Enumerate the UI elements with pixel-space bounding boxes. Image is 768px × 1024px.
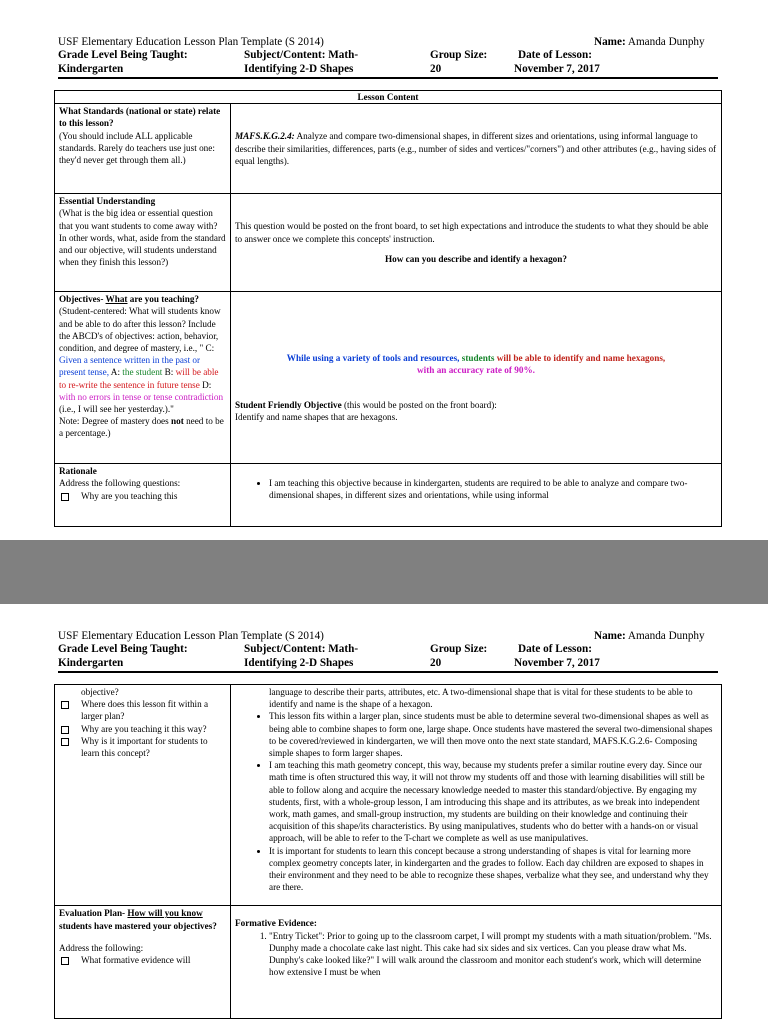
checkbox-icon	[61, 726, 69, 734]
subject-label-2: Subject/Content: Math-	[244, 643, 359, 655]
rationale-q1: Why are you teaching this	[59, 490, 226, 502]
friendly-objective-text: Identify and name shapes that are hexagons.	[235, 411, 398, 422]
subject-label: Subject/Content: Math-	[244, 49, 359, 61]
rationale-q1-cont: objective?	[81, 687, 119, 697]
essential-cell	[55, 194, 231, 292]
evaluation-title: Evaluation Plan- How will you know students have mastered your objectives?	[59, 908, 217, 931]
rationale-bullet-2: • This lesson fits within a larger plan, since students must be able to determine several two-dimensional shapes as well as being able to combine shapes to form one, large shape. Once students have mastered the several two-dimensional shapes to be covered/reviewed in kindergarten, we will then move onto the next state standard, MAFS.K.G.2.6- Composing simple shapes to form larger shapes.	[269, 710, 717, 759]
date-value-2: November 7, 2017	[514, 657, 600, 669]
checkbox-icon	[61, 738, 69, 746]
rationale-bullet-1-cont: language to describe their parts, attributes, etc. A two-dimensional shape that is vital for these students to be able to identify and name is the shape of a hexagon.	[269, 687, 693, 710]
checkbox-icon	[61, 493, 69, 501]
group-size-value: 20	[430, 63, 442, 75]
rationale-bullet-3: • I am teaching this math geometry concept, this way, because my students prefer a similar routine every day. Since our math time is often structured this way, it will not throw my students off and those with learning disabilities will still be able to follow along and acquire the necessary knowledge needed to master this standard/objective. By engaging my students, first, with a whole-group lesson, I am introducing this shape and its attributes, as we break into independent work, math games, and small-group instruction, my students are building on their knowledge and continuing their acquisition of this shape/its characteristics. By using manipulatives, students who do better with a hands-on or visual approach, will be able to refer to the T-chart we complete as well as use manipulatives.	[269, 759, 717, 844]
objectives-note-2: Note: Degree of mastery does not need to be a percentage.)	[59, 416, 224, 439]
subject-value: Identifying 2-D Shapes	[244, 63, 354, 75]
grade-value-2: Kindergarten	[58, 657, 124, 669]
standards-title: What Standards (national or state) relate to this lesson?	[59, 106, 221, 129]
checkbox-icon	[61, 701, 69, 709]
lesson-plan-table	[54, 90, 722, 527]
objectives-title: Objectives- What are you teaching?	[59, 294, 200, 305]
rationale-title: Rationale	[59, 466, 97, 477]
rationale-cell	[55, 464, 231, 527]
date-label-2: Date of Lesson:	[518, 643, 592, 655]
rationale-content-cont	[231, 685, 722, 906]
formative-item-1: 1. "Entry Ticket": Prior to going up to the classroom carpet, I will prompt my students with a math situation/problem. "Ms. Dunphy made a chocolate cake last night. This cake had six sides and six vertices. Can you please draw what Ms. Dunphy's cake looked like?" I will walk around the classroom and monitor each student's work, which will determine how extensive I must be when	[269, 930, 717, 979]
evaluation-cell	[55, 906, 231, 1019]
group-size-label: Group Size:	[430, 49, 488, 61]
evaluation-q1: What formative evidence will	[59, 954, 226, 966]
rationale-q2: Where does this lesson fit within a larger plan?	[59, 698, 226, 722]
rationale-bullet-1: • I am teaching this objective because in kindergarten, students are required to be able to analyze and compare two-dimensional shapes, in different sizes and orientations, while using informal	[269, 477, 717, 501]
lesson-plan-table-2	[54, 684, 722, 1019]
template-title: USF Elementary Education Lesson Plan Template (S 2014)	[58, 36, 324, 48]
objectives-content	[231, 292, 722, 464]
teacher-name-2: Name: Amanda Dunphy	[594, 630, 705, 642]
evaluation-address: Address the following:	[59, 942, 144, 953]
standards-content	[231, 104, 722, 194]
header-rule	[58, 77, 718, 79]
teacher-name: Name: Amanda Dunphy	[594, 36, 705, 48]
grade-label-2: Grade Level Being Taught:	[58, 643, 188, 655]
rationale-q4: Why is it important for students to learn this concept?	[59, 735, 226, 759]
essential-title: Essential Understanding	[59, 196, 156, 207]
subject-value-2: Identifying 2-D Shapes	[244, 657, 354, 669]
objective-statement: While using a variety of tools and resources, students will be able to identify and name hexagons, with an accuracy rate of 90%.	[286, 353, 666, 376]
date-label: Date of Lesson:	[518, 49, 592, 61]
rationale-bullet-4: • It is important for students to learn this concept because a strong understanding of shapes is vital for learning more complex geometry concepts later, in kindergarten and the grades to follow. Each day children are exposed to shapes in their environment and they need to be able to recognize these shapes, verbalize what they see, and understand why they are there.	[269, 845, 717, 894]
checkbox-icon	[61, 957, 69, 965]
rationale-q3: Why are you teaching it this way?	[59, 723, 226, 735]
page-2	[0, 604, 768, 1024]
objectives-cell	[55, 292, 231, 464]
rationale-cell-cont	[55, 685, 231, 906]
formative-label: Formative Evidence:	[235, 918, 317, 929]
objectives-note: (Student-centered: What will students know and be able to do after this lesson? Include the ABCD's of objectives: action, behavior, condition, and degree of mastery, i.e., " C: Given a sentence written in the past or present tense, A: the student B: will be able to re-write the sentence in future tense D: with no errors in tense or tense contradiction (i.e., I will see her yesterday.)."	[59, 306, 224, 415]
essential-content	[231, 194, 722, 292]
date-value: November 7, 2017	[514, 63, 600, 75]
lesson-content-heading: Lesson Content	[55, 91, 722, 104]
header-rule-2	[58, 671, 718, 673]
template-title-2: USF Elementary Education Lesson Plan Template (S 2014)	[58, 630, 324, 642]
standard-text: Analyze and compare two-dimensional shapes, in different sizes and orientations, using informal language to describe their similarities, differences, parts (e.g., number of sides and vertices/"corners") and other attributes (e.g., having sides of equal lengths).	[235, 131, 717, 166]
grade-label: Grade Level Being Taught:	[58, 49, 188, 61]
standard-code: MAFS.K.G.2.4:	[235, 131, 295, 142]
evaluation-content	[231, 906, 722, 1019]
essential-text: This question would be posted on the front board, to set high expectations and introduce the students to what they should be able to answer once we complete this concepts' instruction.	[235, 221, 709, 244]
group-size-value-2: 20	[430, 657, 442, 669]
grade-value: Kindergarten	[58, 63, 124, 75]
rationale-content	[231, 464, 722, 527]
essential-question: How can you describe and identify a hexagon?	[385, 253, 567, 264]
rationale-address: Address the following questions:	[59, 478, 181, 489]
friendly-objective: Student Friendly Objective (this would be posted on the front board):	[235, 399, 497, 410]
group-size-label-2: Group Size:	[430, 643, 488, 655]
essential-note: (What is the big idea or essential question that you want students to come away with? In other words, what, aside from the standard and our objective, will students understand when they finish this lesson?)	[59, 208, 226, 268]
standards-note: (You should include ALL applicable standards. Rarely do teachers use just one: they'd never get through them all.)	[59, 130, 215, 166]
standards-cell	[55, 104, 231, 194]
